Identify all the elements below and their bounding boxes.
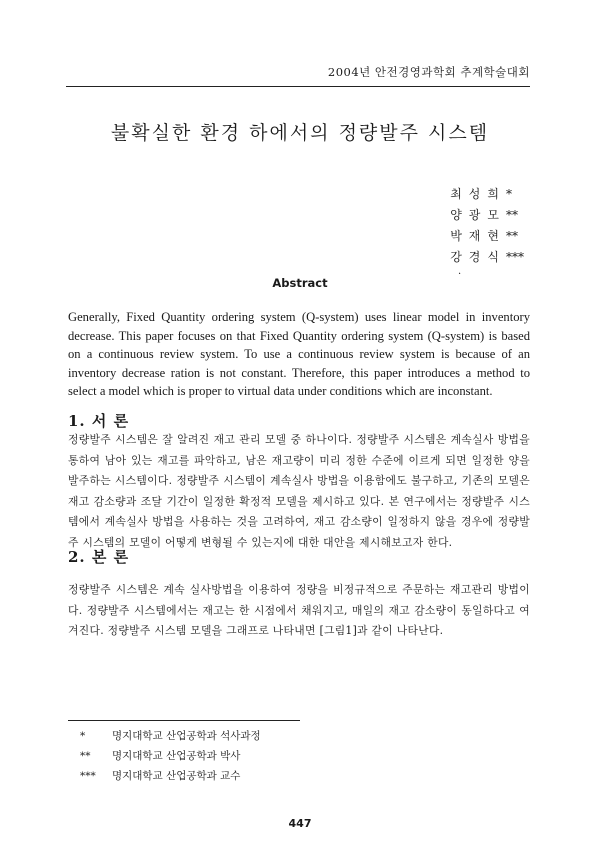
author-name: 양광모	[450, 208, 506, 222]
section-body-introduction: 정량발주 시스템은 잘 알려진 재고 관리 모델 중 하나이다. 정량발주 시스템은 계속실사 방법을 통하여 남아 있는 재고를 파악하고, 남은 재고량이 미리 정한 수준에 이르게 되면 일정한 양을 발주하는 시스템이다. 정량발주 시스템이 계속실사 방법을 이용함에도 불구하고, 기존의 모델은 재고 감소량과 조달 기간이 일정한 확정적 모델을 제시하고 있다. 본 연구에서는 정량발주 시스템에서 계속실사 방법을 사용하는 것을 고려하여, 재고 감소량이 일정하지 않을 경우에 정량발주 시스템의 모델이 어떻게 변형될 수 있는지에 대한 대안을 제시해보고자 한다.	[68, 433, 530, 549]
footnote-item	[80, 766, 261, 786]
footnote-text: 명지대학교 산업공학과 석사과정	[112, 730, 261, 742]
author-mark: ***	[506, 250, 524, 264]
conference-header: 2004년 안전경영과학회 추계학술대회	[327, 65, 530, 79]
footnote-mark: ***	[80, 770, 96, 782]
author-name: 박재현	[450, 229, 506, 243]
author-list	[450, 184, 530, 268]
author-mark: *	[506, 187, 512, 201]
footnote-mark: **	[80, 750, 91, 762]
header-divider	[66, 86, 530, 87]
author-mark: **	[506, 208, 518, 222]
section-body-main: 정량발주 시스템은 계속 실사방법을 이용하여 정량을 비정규적으로 주문하는 재고관리 방법이다. 정량발주 시스템에서는 재고는 한 시점에서 채워지고, 매일의 재고 감소량이 동일하다고 여겨진다. 정량발주 시스템 모델을 그래프로 나타내면 [그림1]과 같이 나타난다.	[68, 583, 530, 638]
paper-title: 불확실한 환경 하에서의 정량발주 시스템	[110, 122, 490, 144]
author-entry	[450, 226, 530, 247]
author-entry	[450, 247, 530, 268]
section-heading-main: 2. 본 론	[68, 548, 130, 566]
section-heading-introduction: 1. 서 론	[68, 412, 130, 430]
author-entry	[450, 205, 530, 226]
footnote-mark: *	[80, 730, 86, 742]
footnotes	[80, 726, 261, 786]
footnote-divider	[68, 720, 300, 721]
page-number: 447	[288, 817, 312, 830]
footnote-item	[80, 746, 261, 766]
author-name: 최성희	[450, 187, 506, 201]
stray-dot: .	[458, 266, 462, 277]
author-entry	[450, 184, 530, 205]
abstract-heading: Abstract	[272, 276, 328, 290]
abstract-body: Generally, Fixed Quantity ordering system (Q-system) uses linear model in inventory decrease. This paper focuses on that Fixed Quantity ordering system (Q-system) is based on a continuous review system. To use a continuous review system is because of an inventory decrease ration is not constant. Therefore, this paper introduces a method to select a model which is proper to virtual data under conditions which are inconstant.	[68, 310, 530, 399]
footnote-text: 명지대학교 산업공학과 교수	[112, 770, 241, 782]
author-mark: **	[506, 229, 518, 243]
author-name: 강경식	[450, 250, 506, 264]
footnote-text: 명지대학교 산업공학과 박사	[112, 750, 241, 762]
footnote-item	[80, 726, 261, 746]
